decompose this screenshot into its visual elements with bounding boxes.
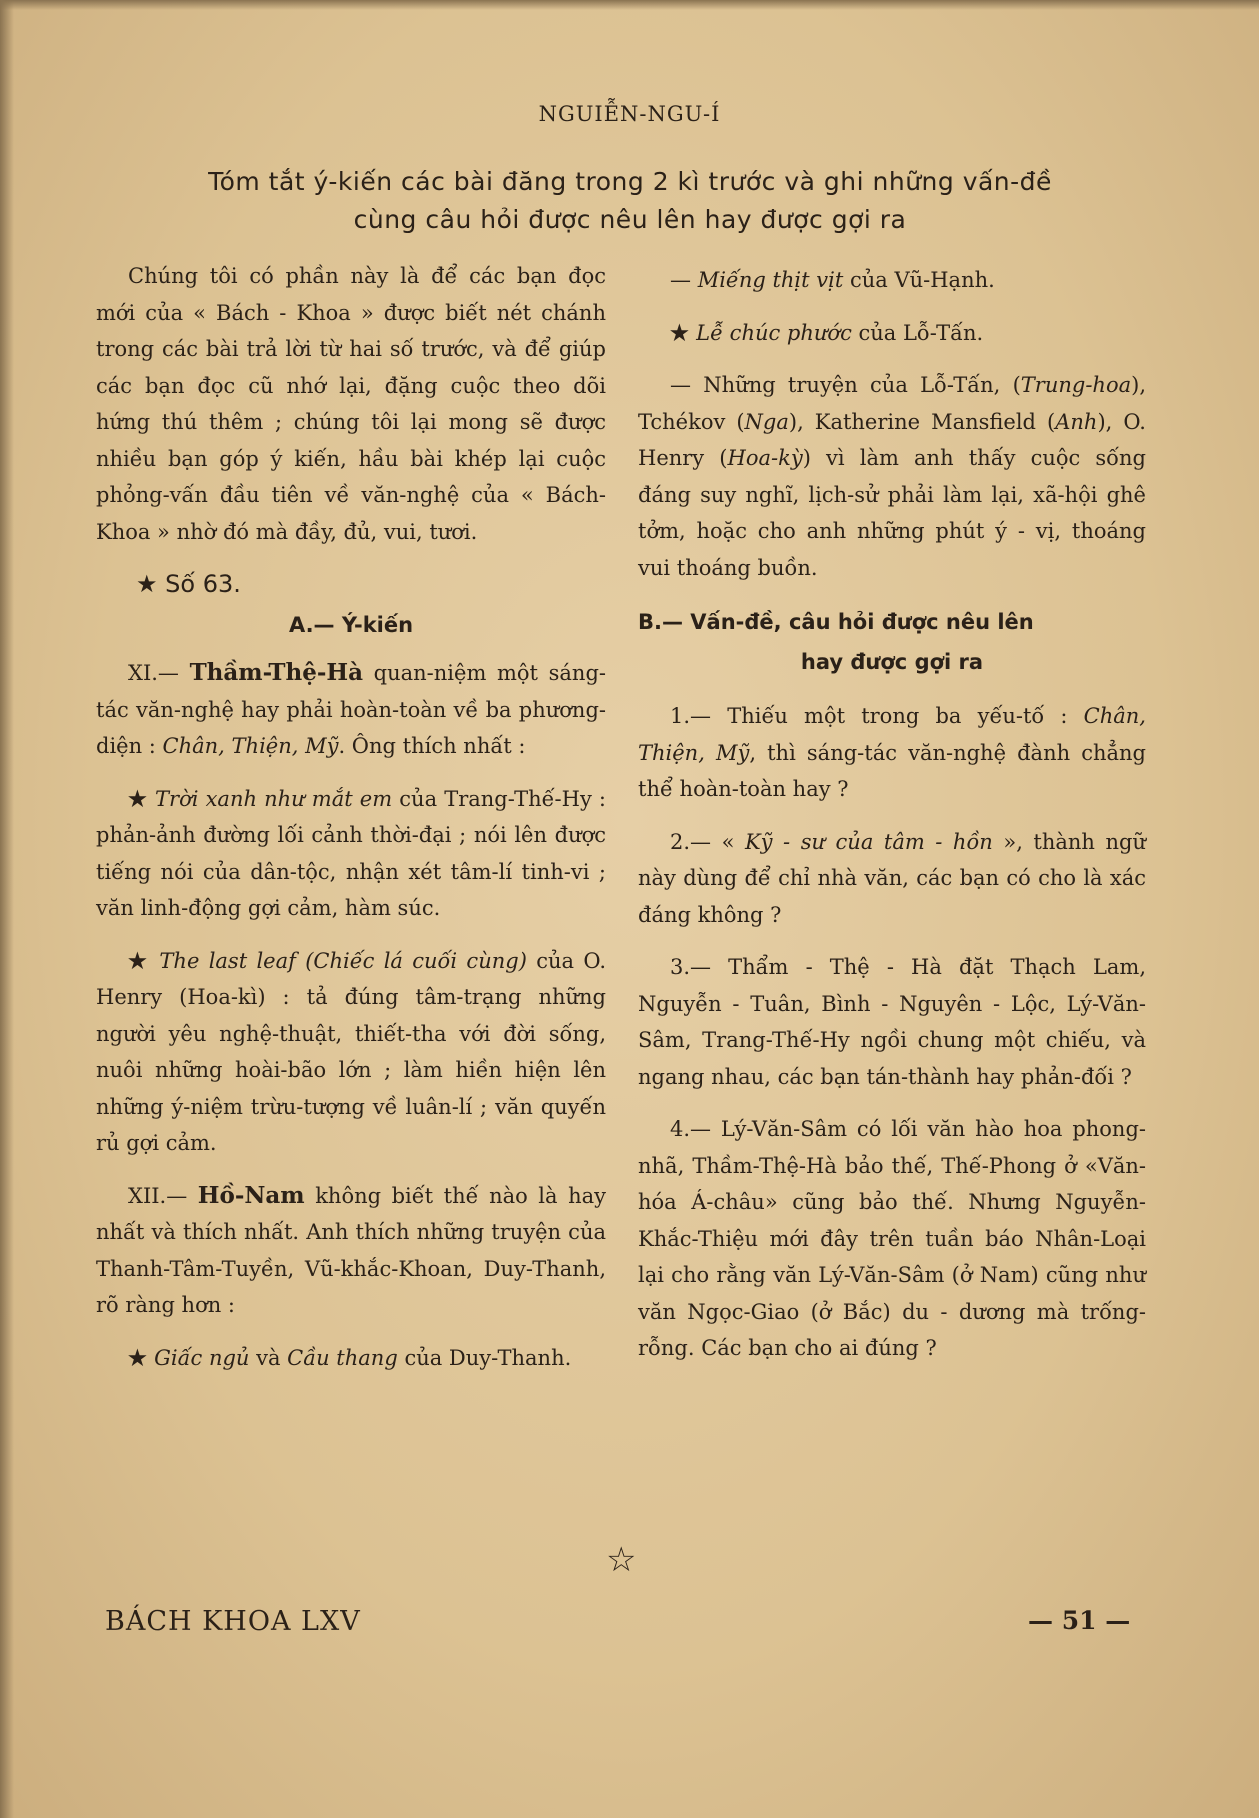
questions-subheading — [638, 602, 1146, 682]
text-italic: Chân, Thiện, Mỹ — [638, 704, 1146, 765]
section-title-line2: cùng câu hỏi được nêu lên hay được gợi ra — [353, 205, 907, 234]
question-4: 4.— Lý-Văn-Sâm có lối văn hào hoa phong-nhã, Thầm-Thệ-Hà bảo thế, Thế-Phong ở «Văn-hóa Á-châu» cũng bảo thế. Nhưng Nguyễn-Khắc-Thiệu mới đây trên tuần báo Nhân-Loại lại cho rằng văn Lý-Văn-Sâm (ở Nam) cũng như văn Ngọc-Giao (ở Bắc) du - dương mà trống-rỗng. Các bạn cho ai đúng ? — [638, 1117, 1146, 1360]
work-title: Cầu thang — [287, 1345, 398, 1370]
questions-subheading-line1: B.— Vấn-đề, câu hỏi được nêu lên — [638, 610, 1034, 634]
text-run: ), Katherine Mansfield ( — [788, 409, 1056, 434]
star-icon: ★ — [670, 319, 697, 345]
text-run: ), Tchékov ( — [638, 373, 1146, 434]
section-title — [120, 163, 1140, 239]
footer-page-number: — 51 — — [1028, 1606, 1131, 1635]
text-run: , thì sáng-tác văn-nghệ đành chẳng thể hoàn-toàn hay ? — [638, 740, 1146, 801]
work-item — [96, 1340, 606, 1377]
work-joiner: và — [249, 1345, 288, 1370]
opinion-xii — [96, 1178, 606, 1324]
opinion-number: XII.— — [128, 1183, 188, 1208]
star-icon: ★ — [128, 1344, 155, 1370]
question-3: 3.— Thẩm - Thệ - Hà đặt Thạch Lam, Nguyễn - Tuân, Bình - Nguyên - Lộc, Lý-Văn-Sâm, Trang-Thế-Hy ngồi chung một chiếu, và ngang nhau, các bạn tán-thành hay phản-đối ? — [638, 955, 1146, 1089]
opinion-xi — [96, 655, 606, 765]
work-item — [638, 315, 1146, 352]
opinion-italic: Chân, Thiện, Mỹ — [162, 734, 339, 758]
country-name: Nga — [744, 409, 789, 434]
opinion-number: XI.— — [128, 661, 179, 685]
footer-magazine-issue: BÁCH KHOA LXV — [105, 1606, 361, 1637]
divider-star-icon: ☆ — [606, 1540, 637, 1580]
work-item — [96, 943, 606, 1162]
questions-subheading-line2: hay được gợi ra — [800, 650, 984, 674]
issue-heading: ★ Số 63. — [136, 570, 241, 598]
work-comment: của Vũ-Hạnh. — [843, 268, 995, 292]
text-italic: Kỹ - sư của tâm - hồn — [744, 829, 993, 854]
country-name: Hoa-kỳ — [727, 446, 803, 470]
work-title: Miếng thịt vịt — [697, 268, 844, 292]
dash-marker: — — [670, 268, 698, 292]
running-head: NGUIỄN-NGU-Í — [538, 102, 721, 126]
author-name: Thầm-Thệ-Hà — [189, 659, 364, 686]
work-item — [638, 367, 1146, 586]
work-title: Trời xanh như mắt em — [155, 786, 393, 811]
text-run: ), O. Henry ( — [638, 409, 1146, 470]
work-title: Giấc ngủ — [154, 1345, 250, 1370]
section-title-line1: Tóm tắt ý-kiến các bài đăng trong 2 kì trước và ghi những vấn-đề — [208, 167, 1052, 196]
work-title: The last leaf (Chiếc lá cuối cùng) — [159, 948, 527, 973]
work-comment: của Duy-Thanh. — [397, 1345, 572, 1370]
work-comment: của O. Henry (Hoa-kì) : tả đúng tâm-trạng những người yêu nghệ-thuật, thiết-tha với đời sống, nuôi những hoài-bão lớn ; làm hiền hiện lên những ý-niệm trừu-tượng về luân-lí ; văn quyến rủ gợi cảm. — [96, 948, 606, 1155]
work-comment: của Trang-Thế-Hy : phản-ảnh đường lối cảnh thời-đại ; nói lên được tiếng nói của dân-tộc, nhận xét tâm-lí tinh-vi ; văn linh-động gợi cảm, hàm súc. — [96, 786, 607, 920]
page-edge-left — [0, 0, 14, 1818]
text-run: 1.— Thiếu một trong ba yếu-tố : — [670, 704, 1084, 728]
left-column — [96, 258, 606, 1392]
intro-paragraph: Chúng tôi có phần này là để các bạn đọc mới của « Bách - Khoa » được biết nét chánh trong các bài trả lời từ hai số trước, và để giúp các bạn đọc cũ nhớ lại, đặng cuộc theo dõi hứng thú thêm ; chúng tôi lại mong sẽ được nhiều bạn góp ý kiến, hầu bài khép lại cuộc phỏng-vấn đầu tiên về văn-nghệ của « Bách-Khoa » nhờ đó mà đầy, đủ, vui, tươi. — [96, 264, 606, 544]
work-item — [638, 262, 1146, 299]
text-run: — Những truyện của Lỗ-Tấn, ( — [670, 373, 1021, 397]
text-run: », thành ngữ này dùng để chỉ nhà văn, các bạn có cho là xác đáng không ? — [638, 829, 1146, 927]
text-run: 2.— « — [670, 829, 745, 854]
work-comment: của Lỗ-Tấn. — [851, 320, 984, 345]
question-2 — [638, 824, 1146, 934]
author-name: Hồ-Nam — [197, 1181, 305, 1209]
opinion-text: không biết thế nào là hay nhất và thích nhất. Anh thích những truyện của Thanh-Tâm-Tuyền, Vũ-khắc-Khoan, Duy-Thanh, rõ ràng hơn : — [96, 1183, 606, 1317]
star-icon: ★ — [128, 947, 160, 973]
work-title: Lễ chúc phước — [696, 320, 852, 345]
country-name: Trung-hoa — [1020, 373, 1132, 397]
opinion-text: . Ông thích nhất : — [338, 734, 526, 758]
question-1 — [638, 698, 1146, 808]
right-column — [638, 262, 1146, 1383]
opinion-text: quan-niệm một sáng-tác văn-nghệ hay phải hoàn-toàn về ba phương-diện : — [96, 661, 606, 758]
text-run: ) vì làm anh thấy cuộc sống đáng suy nghĩ, lịch-sử phải làm lại, xã-hội ghê tởm, hoặc cho anh những phút ý - vị, thoáng vui thoáng buồn. — [638, 446, 1146, 580]
opinions-subheading: A.— Ý-kiến — [288, 612, 414, 637]
country-name: Anh — [1055, 409, 1098, 434]
star-icon: ★ — [128, 785, 156, 811]
page-edge-top — [0, 0, 1259, 10]
work-item — [96, 781, 606, 927]
